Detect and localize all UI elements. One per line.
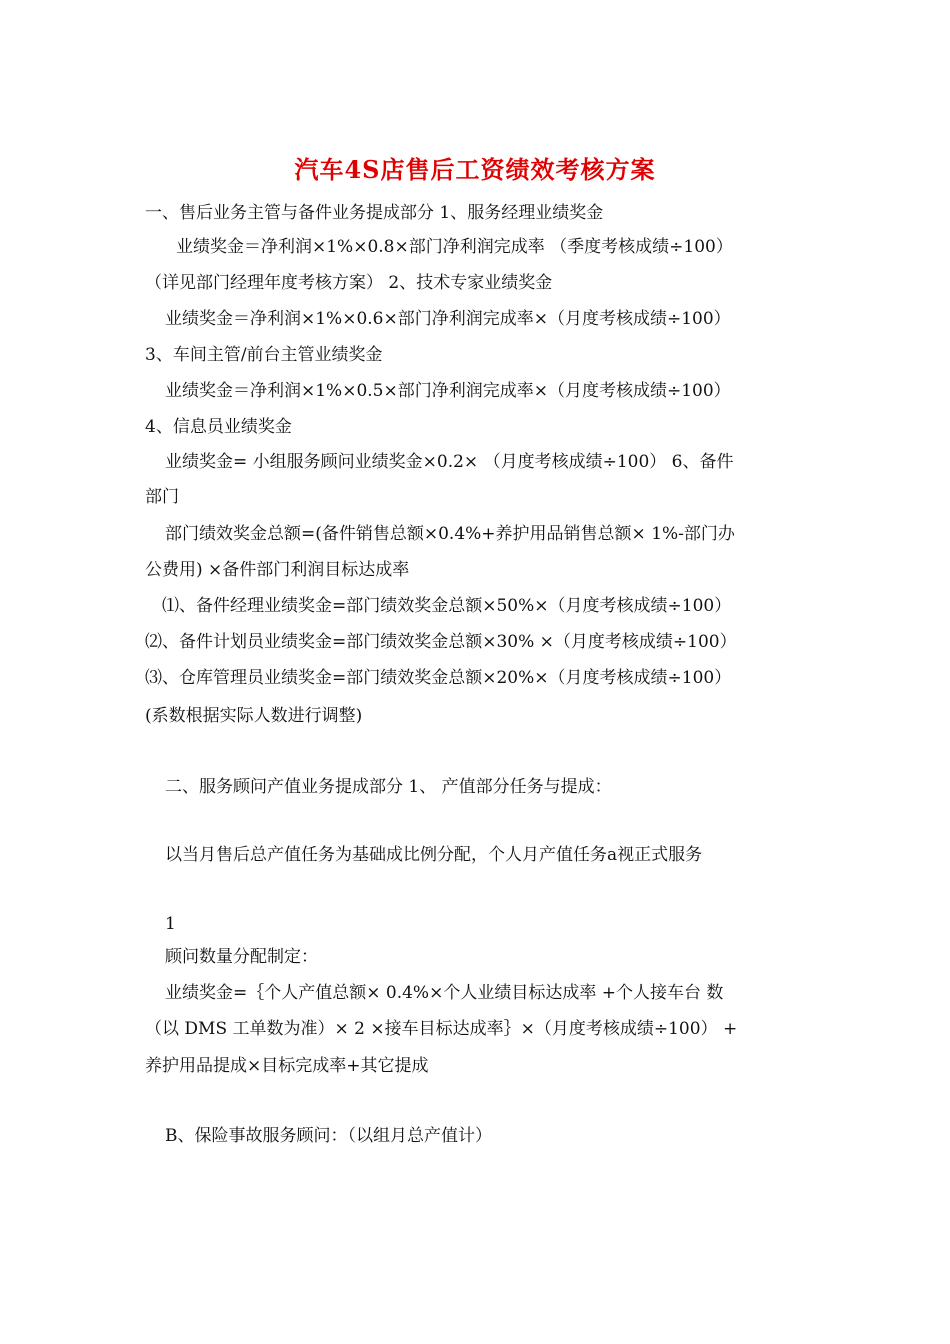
- text-line: （以 DMS 工单数为准）× 2 ×接车目标达成率｝×（月度考核成绩÷100） +: [145, 1019, 738, 1039]
- formula-tech-expert: 业绩奖金＝净利润×1%×0.6×部门净利润完成率×（月度考核成绩÷100）: [165, 309, 731, 329]
- page-number: 1: [165, 914, 176, 934]
- text-line: 养护用品提成×目标完成率+其它提成: [145, 1056, 429, 1076]
- formula-workshop-supervisor: 业绩奖金＝净利润×1%×0.5×部门净利润完成率×（月度考核成绩÷100）: [165, 381, 731, 401]
- text-line: 顾问数量分配制定：: [165, 947, 318, 967]
- formula-information-clerk: 业绩奖金= 小组服务顾问业绩奖金×0.2× （月度考核成绩÷100） 6、备件: [165, 452, 734, 472]
- formula-parts-planner: ⑵、备件计划员业绩奖金=部门绩效奖金总额×30% ×（月度考核成绩÷100）: [145, 632, 737, 652]
- section-1-heading: 一、售后业务主管与备件业务提成部分 1、服务经理业绩奖金: [145, 203, 604, 223]
- text-line: 部门: [145, 487, 179, 507]
- formula-parts-department: 部门绩效奖金总额=(备件销售总额×0.4%+养护用品销售总额× 1%-部门办: [165, 524, 735, 544]
- formula-parts-manager: ⑴、备件经理业绩奖金=部门绩效奖金总额×50%×（月度考核成绩÷100）: [162, 596, 732, 616]
- document-title: 汽车4S店售后工资绩效考核方案: [294, 155, 656, 184]
- subheading-insurance-advisor: B、保险事故服务顾问：（以组月总产值计）: [165, 1126, 492, 1146]
- text-line: （详见部门经理年度考核方案） 2、技术专家业绩奖金: [145, 273, 553, 293]
- formula-warehouse-manager: ⑶、仓库管理员业绩奖金=部门绩效奖金总额×20%×（月度考核成绩÷100）: [145, 668, 732, 688]
- note-coefficient-adjustment: (系数根据实际人数进行调整): [145, 706, 363, 726]
- formula-service-advisor: 业绩奖金=｛个人产值总额× 0.4%×个人业绩目标达成率 +个人接车台 数: [165, 983, 724, 1003]
- text-line: 公费用) ×备件部门利润目标达成率: [145, 560, 410, 580]
- subheading-workshop-supervisor: 3、车间主管/前台主管业绩奖金: [145, 345, 383, 365]
- formula-service-manager: 业绩奖金＝净利润×1%×0.8×部门净利润完成率 （季度考核成绩÷100）: [176, 237, 733, 257]
- text-line: 以当月售后总产值任务为基础成比例分配，个人月产值任务a视正式服务: [165, 845, 703, 865]
- section-2-heading: 二、服务顾问产值业务提成部分 1、 产值部分任务与提成：: [165, 777, 612, 797]
- subheading-information-clerk: 4、信息员业绩奖金: [145, 417, 292, 437]
